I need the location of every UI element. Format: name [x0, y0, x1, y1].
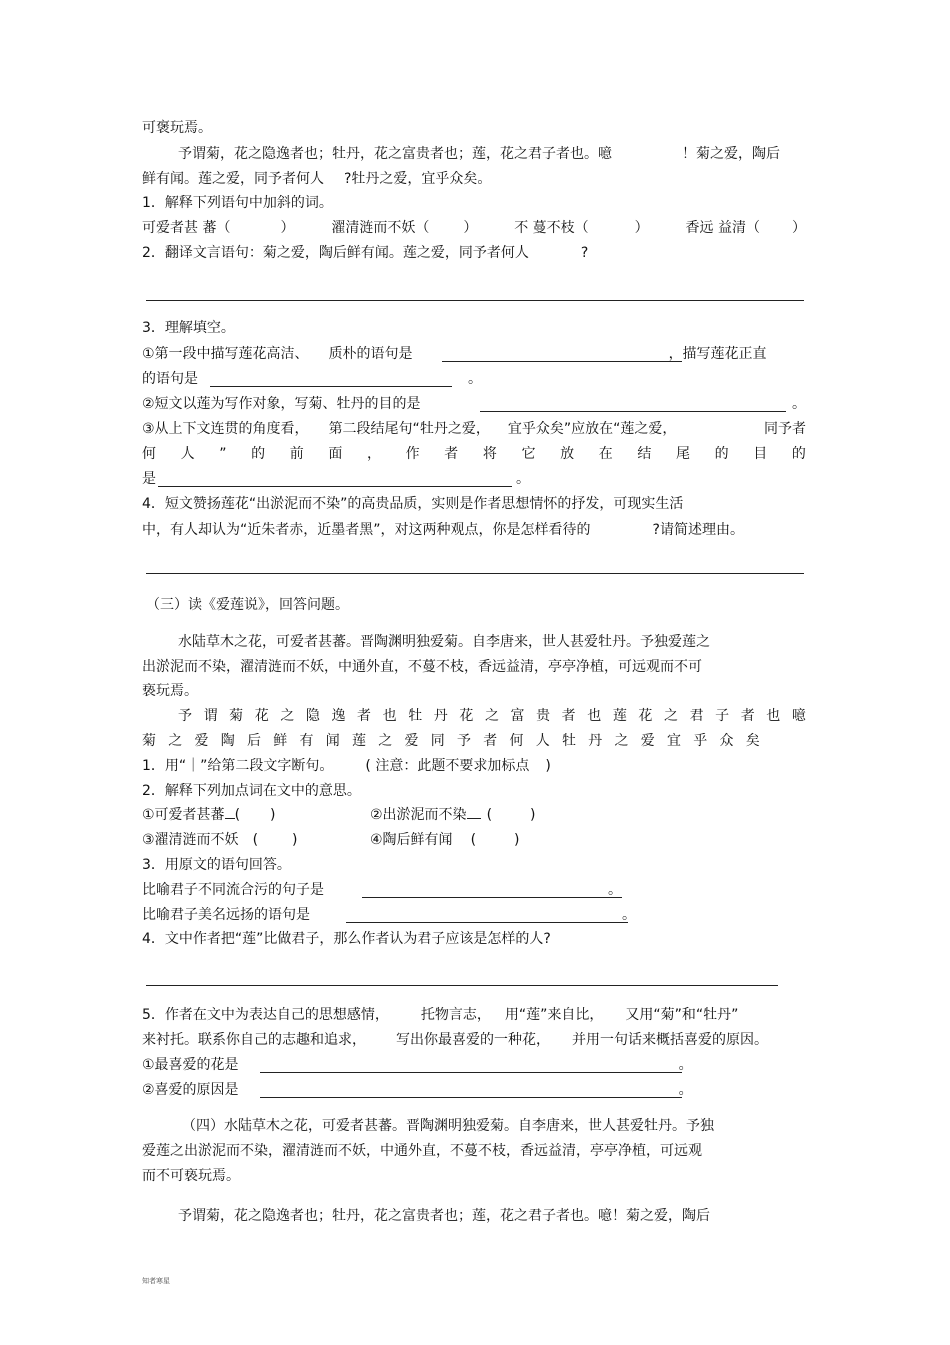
passage-char: 牡: [562, 733, 576, 749]
spread-char: 结: [637, 446, 652, 462]
spread-char: 它: [521, 446, 536, 462]
text-line: 鲜有闻。莲之爱，同予者何人 ?牡丹之爱，宜乎众矣。: [142, 171, 492, 187]
spread-char: ”: [219, 446, 227, 462]
question-3-3-cont: 是 。: [142, 471, 530, 487]
spread-char: 人: [180, 446, 195, 462]
passage-char: 之: [280, 708, 295, 724]
spread-char: 的: [251, 446, 266, 462]
spread-char: 何: [142, 446, 156, 462]
answer-line[interactable]: [146, 985, 778, 986]
question-3: 3．理解填空。: [142, 320, 235, 336]
passage-char: 莲: [352, 733, 366, 749]
question-3-2: ②短文以莲为写作对象，写菊、牡丹的目的是 。: [142, 396, 806, 412]
passage-char: 乎: [693, 733, 708, 749]
passage-char: 爱: [640, 733, 655, 749]
passage-char: 富: [510, 708, 525, 724]
passage-char: 宜: [667, 733, 681, 749]
answer-blank[interactable]: [158, 486, 512, 487]
spread-char: ，: [367, 446, 382, 462]
question-2-row-2: ③濯清涟而不妖 ( ): [142, 832, 298, 848]
spread-char: 放: [560, 446, 575, 462]
passage-char: 花: [638, 708, 653, 724]
section-4-line: （四）水陆草木之花，可爱者甚蕃。晋陶渊明独爱菊。自李唐来，世人甚爱牡丹。予独: [182, 1118, 714, 1134]
question-2: 2．翻译文言语句：菊之爱，陶后鲜有闻。莲之爱，同予者何人 ?: [142, 245, 589, 261]
passage-char: 同: [430, 733, 445, 749]
question-3-3-spread: [142, 444, 806, 464]
passage-line: 亵玩焉。: [142, 683, 198, 699]
passage-char: 陶: [220, 733, 235, 749]
passage-char: 有: [299, 733, 314, 749]
passage-char: 花: [254, 708, 269, 724]
answer-blank[interactable]: [346, 922, 628, 923]
passage-char: 鲜: [273, 733, 288, 749]
spread-char: 将: [482, 446, 497, 462]
passage-unpunctuated-2: [142, 731, 760, 751]
question-3: 3．用原文的语句回答。: [142, 857, 291, 873]
question-4: 4．短文赞扬莲花“出淤泥而不染”的高贵品质，实则是作者思想情怀的抒发，可现实生活: [142, 496, 684, 512]
spread-char: 尾: [676, 446, 691, 462]
question-5-cont: 来衬托。联系你自己的志趣和追求， 写出你最喜爱的一种花， 并用一句话来概括喜爱的原因。: [142, 1032, 768, 1048]
passage-char: 之: [168, 733, 183, 749]
question-3-1-cont: 的语句是 。: [142, 371, 482, 387]
passage-char: 噫: [791, 708, 806, 724]
passage-char: 子: [715, 708, 730, 724]
passage-char: 牡: [408, 708, 423, 724]
passage-char: 人: [535, 733, 550, 749]
question-1-items: 可爱者甚 蕃（ ） 濯清涟而不妖（ ） 不 蔓不枝（ ） 香远 益清（ ）: [142, 220, 806, 236]
question-2-row-1b: ②出淤泥而不染 ( ): [370, 807, 536, 823]
question-5: 5．作者在文中为表达自己的思想感情， 托物言志， 用“莲”来自比， 又用“菊”和“牡丹”: [142, 1007, 739, 1023]
passage-char: 也: [766, 708, 781, 724]
question-1: 1．解释下列语句中加斜的词。: [142, 195, 333, 211]
question-2: 2．解释下列加点词在文中的意思。: [142, 783, 361, 799]
passage-char: 隐: [305, 708, 320, 724]
passage-char: 之: [663, 708, 678, 724]
passage-line: 出淤泥而不染，濯清涟而不妖，中通外直，不蔓不枝，香远益清，亭亭净植，可远观而不可: [142, 659, 702, 675]
question-4: 4．文中作者把“莲”比做君子，那么作者认为君子应该是怎样的人?: [142, 931, 551, 947]
question-3-3: ③从上下文连贯的角度看， 第二段结尾句“牡丹之爱， 宜乎众矣”应放在“莲之爱， 同予者: [142, 421, 806, 437]
passage-char: 丹: [588, 733, 603, 749]
answer-blank[interactable]: [260, 1097, 682, 1098]
passage-char: 花: [459, 708, 474, 724]
passage-char: 谓: [203, 708, 218, 724]
passage-unpunctuated-1: [178, 706, 806, 726]
spread-char: 在: [598, 446, 613, 462]
spread-char: 目: [753, 446, 768, 462]
page-footer: 知者寒星: [142, 1277, 170, 1285]
question-1: 1．用“｜”给第二段文字断句。 ( 注意：此题不要求加标点 ): [142, 758, 551, 774]
passage-char: 爱: [194, 733, 209, 749]
answer-blank[interactable]: [210, 386, 452, 387]
answer-blank[interactable]: [480, 411, 786, 412]
passage-line: 水陆草木之花，可爱者甚蕃。晋陶渊明独爱菊。自李唐来，世人甚爱牡丹。予独爱莲之: [178, 634, 710, 650]
question-3-1: 比喻君子不同流合污的句子是 。: [142, 882, 622, 898]
passage-char: 者: [357, 708, 372, 724]
passage-char: 莲: [612, 708, 627, 724]
passage-char: 贵: [536, 708, 551, 724]
passage-line: 予谓菊，花之隐逸者也；牡丹，花之富贵者也；莲，花之君子者也。噫！菊之爱，陶后: [178, 1208, 710, 1224]
question-4-cont: 中，有人却认为“近朱者赤，近墨者黑”，对这两种观点，你是怎样看待的 ?请简述理由。: [142, 522, 744, 538]
question-2-row-1: ①可爱者甚蕃 ( ): [142, 807, 276, 823]
passage-char: 之: [378, 733, 393, 749]
spread-char: 前: [289, 446, 304, 462]
answer-blank[interactable]: [260, 1072, 682, 1073]
spread-char: 的: [714, 446, 729, 462]
text-line: 可褒玩焉。: [142, 120, 212, 136]
spread-char: 面: [328, 446, 343, 462]
passage-char: 众: [719, 733, 734, 749]
passage-char: 丹: [433, 708, 448, 724]
passage-line: 爱莲之出淤泥而不染，濯清涟而不妖，中通外直，不蔓不枝，香远益清，亭亭净植，可远观: [142, 1143, 702, 1159]
passage-char: 后: [247, 733, 261, 749]
passage-char: 之: [484, 708, 499, 724]
answer-line[interactable]: [146, 573, 804, 574]
passage-char: 闻: [325, 733, 340, 749]
section-3-title: （三）读《爱莲说》，回答问题。: [146, 597, 349, 613]
answer-blank[interactable]: [362, 897, 622, 898]
passage-char: 者: [483, 733, 498, 749]
question-3-2: 比喻君子美名远扬的语句是 。: [142, 907, 636, 923]
passage-line: 而不可亵玩焉。: [142, 1168, 240, 1184]
answer-blank[interactable]: [442, 361, 682, 362]
passage-char: 逸: [331, 708, 346, 724]
passage-char: 予: [178, 708, 192, 724]
spread-char: 者: [444, 446, 459, 462]
passage-char: 君: [689, 708, 704, 724]
answer-line[interactable]: [146, 300, 804, 301]
passage-char: 予: [457, 733, 471, 749]
passage-char: 何: [509, 733, 524, 749]
passage-char: 矣: [745, 733, 760, 749]
question-3-1: ①第一段中描写莲花高洁、 质朴的语句是 ，描写莲花正直: [142, 346, 767, 362]
spread-char: 的: [791, 446, 806, 462]
passage-char: 爱: [404, 733, 419, 749]
text-line: 予谓菊，花之隐逸者也；牡丹，花之富贵者也；莲，花之君子者也。噫 ！菊之爱，陶后: [178, 146, 780, 162]
passage-char: 菊: [229, 708, 244, 724]
passage-char: 菊: [142, 733, 156, 749]
question-5-1: ①最喜爱的花是 。: [142, 1057, 693, 1073]
passage-char: 之: [614, 733, 629, 749]
passage-char: 也: [587, 708, 602, 724]
passage-char: 也: [382, 708, 397, 724]
question-5-2: ②喜爱的原因是 。: [142, 1082, 693, 1098]
passage-char: 者: [740, 708, 755, 724]
passage-char: 者: [561, 708, 576, 724]
question-2-row-2b: ④陶后鲜有闻 ( ): [370, 832, 520, 848]
spread-char: 作: [405, 446, 420, 462]
